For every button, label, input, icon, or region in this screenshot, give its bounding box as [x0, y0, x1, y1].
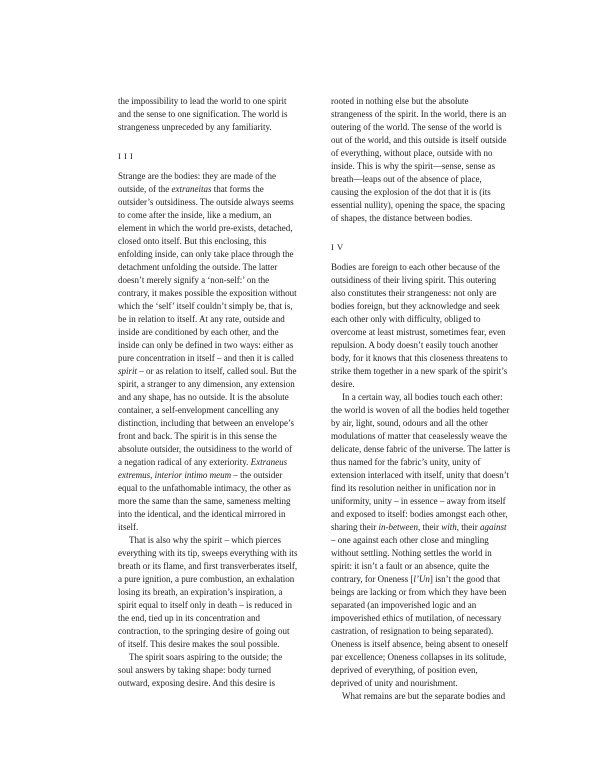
paragraph: The spirit soars aspiring to the outside; the soul answers by taking shape: body turned outward, exposing desire. And this desire is [118, 652, 283, 688]
paragraph: Bodies are foreign to each other because of the outsidiness of their living spirit. This outering also constitutes their strangeness: not only are bodies foreign, but they acknowledge and seek each other only with difficulty, obliged to overcome at least mistrust, sometimes fear, even repulsion. A body doesn’t easily touch another body, for it knows that this closeness threatens to strike them together in a new spark of the spirit’s desire. [331, 262, 508, 389]
paragraph: In a certain way, all bodies touch each other: the world is woven of all the bodies held together by air, light, sound, odours and all the other modulations of matter that ceaselessly weave the delicate, dense fabric of the universe. The latter is thus named for the fabric’s unity, unity of extension interlaced with itself, unity that doesn’t find its resolution neither in unification nor in uniformity, unity – in essence – away from itself and exposed to itself: bodies amongst each other, sharing their in-between, their with, their against – one against each other close and mingling without settling. Nothing settles the world in spirit: it isn’t a fault or an absence, quite the contrary, for Oneness [l’Un] isn’t the good that beings are lacking or from which they have been separated (an impoverished logic and an impoverished ethics of mutilation, of necessary castration, of resignation to being separated). Oneness is itself absence, being absent to oneself par excellence; Oneness collapses in its solitude, deprived of everything, of position even, deprived of unity and nourishment. [331, 392, 511, 688]
section-heading: III [118, 151, 137, 161]
column-left [118, 95, 298, 690]
section-heading: IV [331, 242, 347, 252]
paragraph: That is also why the spirit – which pierces everything with its tip, sweeps everything with its breath or its flame, and first transverberates itself, a pure ignition, a pure combustion, an exhalation losing its breath, an expiration’s inspiration, a spirit equal to itself only in death – is reduced in the end, tied up in its concentration and contraction, to the springing desire of going out of itself. This desire makes the soul possible. [118, 535, 298, 649]
paragraph: the impossibility to lead the world to one spirit and the sense to one signification. The world is strangeness unpreceded by any familiarity. [118, 96, 288, 132]
column-right [331, 95, 511, 703]
paragraph: Strange are the bodies: they are made of the outside, of the extraneitas that forms the outsider’s outsidiness. The outside always seems to come after the inside, like a medium, an element in which the world pre-exists, detached, closed onto itself. But this enclosing, this enfolding inside, can only take place through the detachment unfolding the outside. The latter doesn’t merely signify a ‘non-self:’ on the contrary, it makes possible the exposition without which the ‘self’ itself couldn’t simply be, that is, be in relation to itself. At any rate, outside and inside are conditioned by each other, and the inside can only be defined in two ways: either as pure concentration in itself – and then it is called spirit – or as relation to itself, called soul. But the spirit, a stranger to any dimension, any extension and any shape, has no outside. It is the absolute container, a self-envelopment cancelling any distinction, including that between an envelope’s front and back. The spirit is in this sense the absolute outsider, the outsidiness to the world of a negation radical of any exteriority. Extraneus extremus, interior intimo meum – the outsider equal to the unfathomable intimacy, the other as more the same than the same, sameness melting into the identical, and the identical mirrored in itself. [118, 171, 297, 532]
paragraph: rooted in nothing else but the absolute strangeness of the spirit. In the world, there is an outering of the world. The sense of the world is out of the world, and this outside is itself outside of everything, without place, outside with no inside. This is why the spirit—sense, sense as breath—leaps out of the absence of place, causing the explosion of the dot that it is (its essential nullity), opening the space, the spacing of shapes, the distance between bodies. [331, 96, 507, 223]
paragraph: What remains are but the separate bodies and [342, 691, 506, 701]
